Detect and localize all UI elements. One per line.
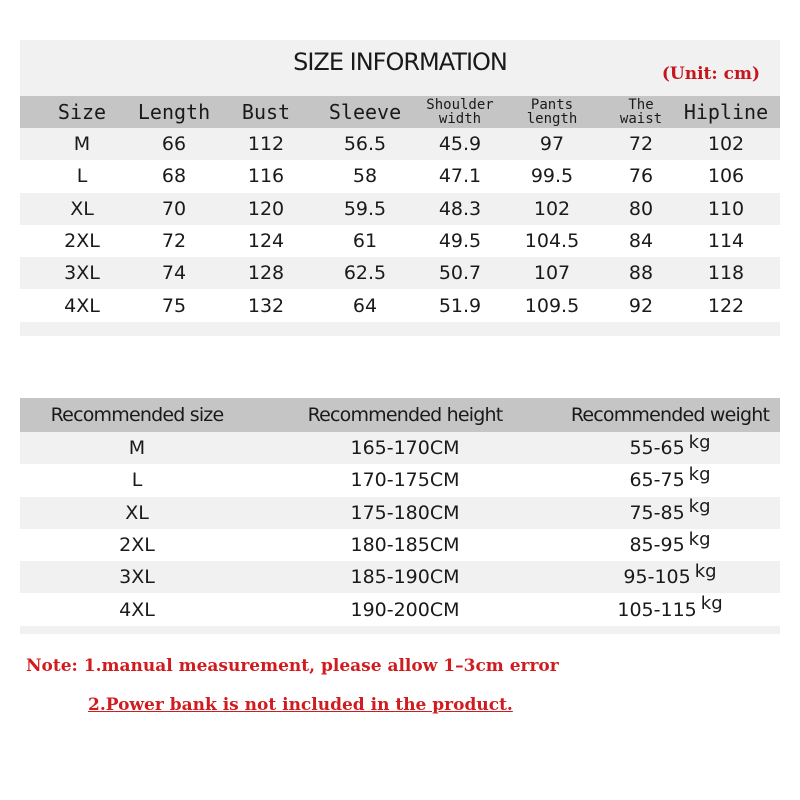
measurement-cell: 49.5 bbox=[438, 230, 482, 253]
measurement-cell: 88 bbox=[628, 262, 654, 285]
table-row bbox=[20, 257, 780, 289]
measurement-cell: 72 bbox=[628, 133, 654, 156]
measurement-cell: 109.5 bbox=[524, 294, 580, 317]
header-cell-line: width bbox=[438, 111, 482, 127]
cell-value: 95-105 bbox=[623, 566, 691, 589]
header-cell-line: Shoulder bbox=[426, 97, 494, 113]
measurement-cell: 106 bbox=[707, 165, 745, 188]
header-cell bbox=[527, 96, 578, 128]
weight-unit: kg bbox=[688, 528, 711, 550]
table-header-row bbox=[20, 96, 780, 128]
weight-cell bbox=[629, 497, 710, 529]
measurement-cell: 92 bbox=[628, 294, 654, 317]
measurement-cell: 120 bbox=[247, 197, 285, 220]
measurement-cell: 112 bbox=[247, 133, 285, 156]
measurement-cell: 128 bbox=[247, 262, 285, 285]
measurement-cell: 51.9 bbox=[438, 294, 482, 317]
measurement-cell: 122 bbox=[707, 294, 745, 317]
header-cell: Sleeve bbox=[328, 100, 402, 124]
weight-unit: kg bbox=[694, 560, 717, 582]
header-cell: Bust bbox=[241, 100, 291, 124]
unit-label: (Unit: cm) bbox=[661, 64, 760, 84]
cell-value: 85-95 bbox=[629, 534, 685, 557]
weight-unit: kg bbox=[688, 463, 711, 485]
measurement-cell: 58 bbox=[352, 165, 378, 188]
size-cell: 3XL bbox=[64, 262, 100, 285]
cell-value: L bbox=[131, 469, 143, 492]
header-cell-line: Pants bbox=[530, 97, 574, 113]
header-cell: Size bbox=[57, 100, 107, 124]
header-cell-line: The bbox=[628, 97, 654, 113]
recommendation-body bbox=[20, 432, 780, 626]
measurement-cell: 61 bbox=[352, 230, 378, 253]
size-cell bbox=[125, 497, 149, 529]
measurement-cell: 70 bbox=[161, 197, 187, 220]
cell-value: M bbox=[128, 437, 146, 460]
recommendation-header-row bbox=[20, 398, 780, 432]
measurement-cell: 75 bbox=[161, 294, 187, 317]
size-cell: L bbox=[76, 165, 88, 188]
header-cell bbox=[620, 96, 662, 128]
recommendation-row bbox=[20, 561, 780, 593]
weight-unit: kg bbox=[700, 593, 723, 615]
note-power-bank: 2.Power bank is not included in the product. bbox=[88, 695, 513, 715]
measurement-cell: 50.7 bbox=[438, 262, 482, 285]
recommendation-row bbox=[20, 529, 780, 561]
height-cell bbox=[350, 593, 459, 625]
table-row bbox=[20, 160, 780, 192]
measurement-cell: 116 bbox=[247, 165, 285, 188]
size-cell bbox=[129, 432, 145, 464]
weight-cell bbox=[617, 593, 722, 625]
table-body bbox=[20, 128, 780, 322]
measurement-cell: 99.5 bbox=[530, 165, 574, 188]
recommendation-row bbox=[20, 497, 780, 529]
cell-value: 165-170CM bbox=[350, 437, 460, 460]
measurement-cell: 45.9 bbox=[438, 133, 482, 156]
cell-value: 105-115 bbox=[617, 598, 697, 621]
size-cell: 2XL bbox=[64, 230, 100, 253]
cell-value: 190-200CM bbox=[350, 598, 460, 621]
height-cell bbox=[350, 561, 459, 593]
measurement-cell: 80 bbox=[628, 197, 654, 220]
height-cell bbox=[350, 432, 459, 464]
size-cell: 4XL bbox=[64, 294, 100, 317]
measurement-cell: 132 bbox=[247, 294, 285, 317]
header-cell: Recommended height bbox=[307, 404, 503, 426]
cell-value: 170-175CM bbox=[350, 469, 460, 492]
measurement-cell: 104.5 bbox=[524, 230, 580, 253]
note-measurement: Note: 1.manual measurement, please allow 1–3cm error bbox=[26, 656, 559, 676]
cell-value: 175-180CM bbox=[350, 501, 460, 524]
size-information-table bbox=[20, 40, 780, 336]
cell-value: 55-65 bbox=[629, 437, 685, 460]
measurement-cell: 64 bbox=[352, 294, 378, 317]
cell-value: XL bbox=[125, 501, 149, 524]
height-cell bbox=[350, 464, 459, 496]
measurement-cell: 59.5 bbox=[343, 197, 387, 220]
recommendation-row bbox=[20, 593, 780, 625]
cell-value: 75-85 bbox=[629, 501, 685, 524]
size-cell: XL bbox=[70, 197, 94, 220]
weight-cell bbox=[629, 464, 710, 496]
table-title: SIZE INFORMATION bbox=[293, 48, 507, 76]
table-row bbox=[20, 128, 780, 160]
header-cell: Recommended weight bbox=[570, 404, 770, 426]
header-cell bbox=[426, 96, 493, 128]
measurement-cell: 114 bbox=[707, 230, 745, 253]
measurement-cell: 110 bbox=[707, 197, 745, 220]
header-cell-line: length bbox=[526, 111, 578, 127]
measurement-cell: 62.5 bbox=[343, 262, 387, 285]
size-cell bbox=[119, 593, 155, 625]
size-cell bbox=[119, 529, 155, 561]
measurement-cell: 118 bbox=[707, 262, 745, 285]
recommendation-row bbox=[20, 432, 780, 464]
measurement-cell: 107 bbox=[533, 262, 571, 285]
measurement-cell: 48.3 bbox=[438, 197, 482, 220]
measurement-cell: 124 bbox=[247, 230, 285, 253]
header-cell: Length bbox=[137, 100, 211, 124]
cell-value: 3XL bbox=[119, 566, 155, 589]
table-row bbox=[20, 193, 780, 225]
measurement-cell: 74 bbox=[161, 262, 187, 285]
cell-value: 2XL bbox=[119, 534, 155, 557]
weight-unit: kg bbox=[688, 431, 711, 453]
size-cell: M bbox=[73, 133, 91, 156]
measurement-cell: 97 bbox=[539, 133, 565, 156]
weight-unit: kg bbox=[688, 496, 711, 518]
recommendation-row bbox=[20, 464, 780, 496]
weight-cell bbox=[629, 432, 710, 464]
measurement-cell: 84 bbox=[628, 230, 654, 253]
cell-value: 65-75 bbox=[629, 469, 685, 492]
measurement-cell: 72 bbox=[161, 230, 187, 253]
measurement-cell: 47.1 bbox=[438, 165, 482, 188]
header-cell-line: waist bbox=[619, 111, 663, 127]
measurement-cell: 76 bbox=[628, 165, 654, 188]
measurement-cell: 66 bbox=[161, 133, 187, 156]
size-cell bbox=[132, 464, 143, 496]
measurement-cell: 56.5 bbox=[343, 133, 387, 156]
header-cell: Recommended size bbox=[50, 404, 224, 426]
height-cell bbox=[350, 529, 459, 561]
weight-cell bbox=[629, 529, 710, 561]
cell-value: 180-185CM bbox=[350, 534, 460, 557]
height-cell bbox=[350, 497, 459, 529]
measurement-cell: 68 bbox=[161, 165, 187, 188]
cell-value: 4XL bbox=[119, 598, 155, 621]
measurement-cell: 102 bbox=[533, 197, 571, 220]
table-row bbox=[20, 225, 780, 257]
table-row bbox=[20, 289, 780, 321]
measurement-cell: 102 bbox=[707, 133, 745, 156]
header-cell: Hipline bbox=[683, 100, 769, 124]
size-cell bbox=[119, 561, 155, 593]
cell-value: 185-190CM bbox=[350, 566, 460, 589]
weight-cell bbox=[623, 561, 716, 593]
recommendation-table bbox=[20, 398, 780, 634]
